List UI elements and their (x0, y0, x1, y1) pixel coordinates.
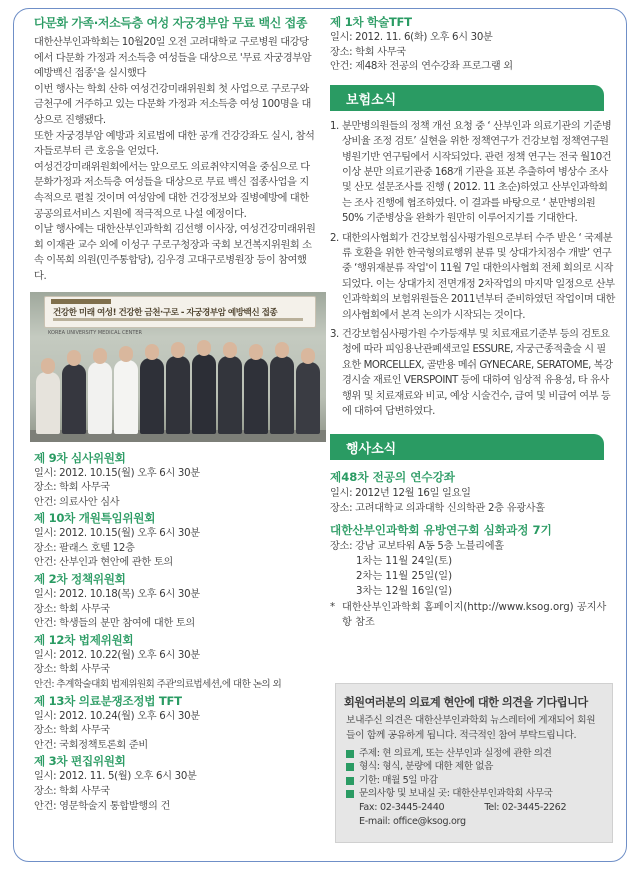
lead-paragraph: 또한 자궁경부암 예방과 치료법에 대한 공개 건강강좌도 실시, 참석자들로부터 큰 호응을 얻었다. (34, 130, 315, 158)
event-session: 2차는 11월 25일(일) (356, 570, 453, 582)
meeting-title: 제 1차 학술TFT (330, 15, 412, 29)
meeting-block (34, 632, 317, 693)
photo-subtitle: KOREA UNIVERSITY MEDICAL CENTER (48, 329, 143, 336)
contact-email[interactable]: E-mail: office@ksog.org (359, 815, 466, 827)
event-session: 3차는 12월 16일(일) (356, 585, 453, 597)
meeting-block (34, 571, 317, 632)
item-number: 2. (330, 232, 339, 244)
note-text: 대한산부인과학회 홈페이지(http://www.ksog.org) 공지사항 참조 (342, 601, 607, 628)
banner-underline (53, 318, 303, 321)
event-line: 장소: 강남 교보타워 A동 5층 노블리에홀 (330, 540, 504, 552)
person-figure (244, 358, 268, 434)
item-number: 3. (330, 329, 339, 341)
opinion-item (346, 747, 606, 760)
person-figure (36, 372, 60, 434)
insurance-section-header (330, 85, 604, 111)
bullet-square-icon (346, 763, 354, 771)
event-note (330, 600, 615, 630)
meeting-line: 장소: 학회 사무국 (34, 725, 110, 737)
meeting-line: 장소: 학회 사무국 (34, 786, 110, 797)
opinion-item-text: 기한: 매월 5일 마감 (359, 774, 438, 786)
insurance-item (330, 327, 615, 419)
left-column (34, 14, 317, 814)
meeting-title: 제 12차 법제위원회 (34, 632, 134, 647)
opinion-item (346, 774, 606, 787)
lead-paragraph: 대한산부인과학회는 10월20일 오전 고려대학교 구로병원 대강당에서 다문화 가정과 저소득층 여성들을 대상으로 '무료 자궁경부암 예방백신 접종'을 실시했다 (34, 37, 312, 80)
banner-stripe (51, 299, 111, 304)
meeting-block (34, 450, 317, 511)
lead-paragraph: 이날 행사에는 대한산부인과학회 김선행 이사장, 여성건강미래위원회 이재관 교수 외에 이성구 구로구청장과 국회 보건복지위원회 소속 이목희 의원(민주통합당), 김우경 고대구로병원장 등이 참여했다. (34, 224, 316, 282)
person-figure (296, 362, 320, 434)
person-figure (192, 354, 216, 434)
meeting-title: 제 13차 의료분쟁조정법 TFT (34, 693, 182, 708)
person-figure (166, 356, 190, 434)
meeting-block (34, 510, 317, 571)
opinion-title: 회원여러분의 의료계 현안에 대한 의견을 기다립니다 (344, 696, 588, 709)
meeting-line: 안건: 학생들의 분만 참여에 대한 토의 (34, 618, 195, 630)
person-head (171, 342, 185, 358)
meeting-line: 장소: 학회 사무국 (330, 46, 406, 58)
meeting-line: 장소: 학회 사무국 (34, 482, 110, 494)
opinion-item-text: 형식: 형식, 분량에 대한 제한 없음 (359, 761, 494, 773)
insurance-section-title: 보험소식 (346, 92, 397, 108)
meeting-line: 일시: 2012. 10.22(월) 오후 6시 30분 (34, 649, 200, 661)
opinion-item-text: 주제: 현 의료계, 또는 산부인과 실정에 관한 의견 (359, 748, 552, 759)
meeting-line: 안건: 국회정책토론회 준비 (34, 739, 148, 751)
item-text: 대한의사협회가 건강보험심사평가원으로부터 수주 받은 ‘ 국제분류 호환을 위한 한국형의료행위 분류 및 상대가치점수 개발’ 연구 중 ‘행위재분류 작업'이 11월 7일 대한의사협회 전체 회의로 시작되었다. 이는 상대가치 전면개정 2차작업의 마지막 일정으로 산부인과학회의 보험위원들은 2011년부터 준비하였던 작업이며 대한의사협회에서 본격 논의가 시작되는 것이다. (342, 232, 615, 321)
events-section-title: 행사소식 (346, 441, 397, 457)
opinion-intro: 보내주신 의견은 대한산부인과학회 뉴스레터에 게재되어 회원들이 함께 공유하게 됩니다. 적극적인 참여 부탁드립니다. (346, 715, 596, 741)
event-line: 장소: 고려대학교 의과대학 신의학관 2층 유광사홀 (330, 502, 545, 514)
meeting-line: 안건: 의료사안 심사 (34, 496, 120, 508)
meeting-block (330, 14, 615, 75)
meeting-line: 장소: 학회 사무국 (34, 664, 110, 676)
person-head (301, 348, 315, 364)
person-figure (62, 364, 86, 434)
insurance-item (330, 231, 615, 323)
person-head (223, 342, 237, 358)
insurance-item (330, 119, 615, 227)
bullet-square-icon (346, 777, 354, 785)
person-head (93, 348, 107, 364)
person-head (249, 344, 263, 360)
meeting-title: 제 10차 개원특임위원회 (34, 511, 156, 526)
meeting-line: 안건: 제48차 전공의 연수강좌 프로그램 외 (330, 61, 513, 73)
person-figure (88, 362, 112, 434)
person-head (41, 358, 55, 374)
meeting-line: 일시: 2012. 11. 6(화) 오후 6시 30분 (330, 32, 493, 43)
meeting-title: 제 9차 심사위원회 (34, 450, 126, 465)
opinion-box (335, 683, 613, 843)
event-group-photo (30, 292, 326, 442)
meeting-line: 안건: 추계학술대회 법제위원회 주관'의료법세션,에 대한 논의 외 (34, 679, 282, 691)
meeting-line: 일시: 2012. 11. 5(월) 오후 6시 30분 (34, 771, 197, 783)
meeting-title: 제 3차 편집위원회 (34, 754, 126, 769)
meeting-line: 안건: 영문학술지 통합발행의 건 (34, 800, 170, 812)
lead-article-title: 다문화 가족·저소득층 여성 자궁경부암 무료 백신 접종 (34, 16, 308, 30)
meeting-line: 일시: 2012. 10.15(월) 오후 6시 30분 (34, 467, 200, 479)
contact-phone-line (359, 801, 612, 815)
person-head (119, 346, 133, 362)
person-figure (114, 360, 138, 434)
events-section-header (330, 434, 604, 460)
meeting-block (34, 753, 317, 814)
person-head (197, 340, 211, 356)
meeting-block (34, 693, 317, 754)
meeting-line: 장소: 학회 사무국 (34, 603, 110, 615)
opinion-item (346, 787, 606, 800)
person-figure (140, 358, 164, 434)
meeting-line: 일시: 2012. 10.24(월) 오후 6시 30분 (34, 710, 200, 722)
person-figure (218, 356, 242, 434)
right-column (330, 14, 615, 630)
meeting-line: 일시: 2012. 10.15(월) 오후 6시 30분 (34, 528, 200, 540)
bullet-square-icon (346, 790, 354, 798)
event-session: 1차는 11월 24일(토) (356, 555, 453, 567)
tel-number: Tel: 02-3445-2262 (484, 801, 567, 813)
lead-paragraph: 이번 행사는 학회 산하 여성건강미래위원회 첫 사업으로 구로구와 금천구에 거주하고 있는 다문화 가정과 저소득층 여성 100명을 대상으로 진행됐다. (34, 83, 311, 126)
bullet-square-icon (346, 750, 354, 758)
item-text: 분만병의원들의 정책 개선 요청 중 ‘ 산부인과 의료기관의 기준병상비율 조정 검토’ 실현을 위한 정책연구가 건강보험 정책연구원 병원기반 연구팀에서 시작되었다. 관련 정책 연구는 전국 월10건 이상 분만 의료기관중 168개 기관을 표본 추출하여 병상수 조사 및 산모 설문조사를 진행 ( 2012. 11 초순)하였고 산부인과학회는 조사 진행에 협조하였다. 이 결과를 바탕으로 ‘ 분만병의원 50% 기준병상을 완화가 원만히 이루어지기를 기대한다. (342, 120, 612, 225)
fax-number: Fax: 02-3445-2440 (359, 801, 445, 813)
item-number: 1. (330, 120, 339, 132)
person-figure (270, 356, 294, 434)
person-head (145, 344, 159, 360)
photo-banner (44, 296, 316, 328)
person-head (67, 350, 81, 366)
meeting-line: 일시: 2012. 10.18(목) 오후 6시 30분 (34, 589, 200, 601)
lead-paragraph: 여성건강미래위원회에서는 앞으로도 의료취약지역을 중심으로 다문화가정과 저소득층 여성들을 대상으로 무료 백신 접종사업을 지속적으로 펼칠 것이며 여성암에 대한 건강정보와 질병예방에 대한 공공의료서비스 지원에 적극적으로 나설 예정이다. (34, 161, 310, 220)
opinion-item (346, 760, 606, 773)
meeting-line: 장소: 팔래스 호텔 12층 (34, 542, 135, 554)
opinion-item-text: 문의사항 및 보내실 곳: 대한산부인과학회 사무국 (359, 788, 553, 800)
banner-text: 건강한 미래 여성! 건강한 금천·구로 - 자궁경부암 예방백신 접종 (53, 307, 278, 318)
event-line: 일시: 2012년 12월 16일 일요일 (330, 487, 471, 499)
event-title: 제48차 전공의 연수강좌 (330, 469, 456, 484)
note-marker: * (330, 601, 336, 613)
item-text: 건강보험심사평가원 수가등재부 및 치료재료기준부 등의 검토요청에 따라 피임용난관폐색코일 ESSURE, 자궁근종적출술 시 필요한 MORCELLEX, 골반용 메쉬 GYNECARE, SERATOME, 복강경시술 재료인 VERSPOINT 등에 대하여 임상적 유용성, 타 유사 행위 및 치료재료와 비교, 예상 시술건수, 급여 및 비급여 여부 등에 대하여 답변하였다. (342, 329, 613, 418)
event-title: 대한산부인과학회 유방연구회 심화과정 7기 (330, 522, 552, 537)
person-head (275, 342, 289, 358)
meeting-title: 제 2차 정책위원회 (34, 572, 126, 587)
meeting-line: 안건: 산부인과 현안에 관한 토의 (34, 557, 173, 569)
